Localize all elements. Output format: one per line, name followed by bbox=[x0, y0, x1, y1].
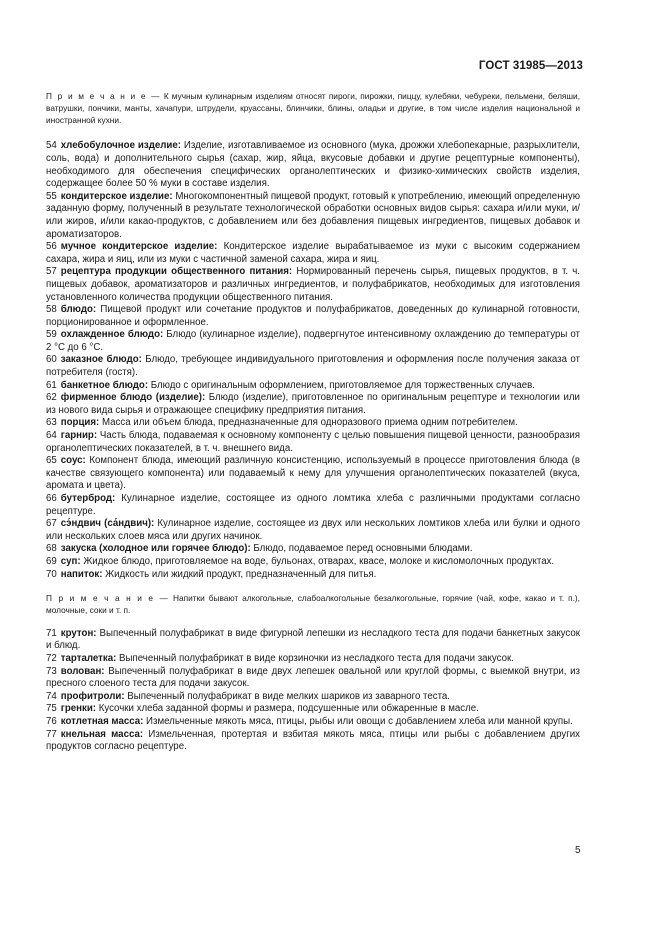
entry-number: 72 bbox=[46, 652, 57, 664]
definition-entry bbox=[46, 518, 580, 543]
entry-term: кондитерское изделие: bbox=[60, 190, 173, 202]
entry-definition: Многокомпонентный пищевой продукт, готовый к употреблению, имеющий определенную заданную форму, полученный в результате технологической обработки основных видов сырья: сахара и/или муки, и/или жиров, и/или какао-продуктов, с добавлением или без добавления пищевых ингредиентов, пищевых добавок и ароматизаторов. bbox=[46, 190, 581, 240]
entry-number: 69 bbox=[46, 555, 57, 567]
entry-definition: Блюдо (кулинарное изделие), подвергнутое интенсивному охлаждению до температуры от 2 °С до 6 °С. bbox=[46, 329, 580, 353]
page-number: 5 bbox=[575, 845, 581, 856]
entry-number: 66 bbox=[46, 493, 57, 505]
entry-number: 77 bbox=[46, 728, 57, 740]
note-label: П р и м е ч а н и е — bbox=[46, 91, 161, 101]
entry-term: профитроли: bbox=[60, 690, 125, 702]
entry-definition: Кондитерское изделие вырабатываемое из муки с высоким содержанием сахара, жира и яиц, или из муки с частичной заменой сахара, жира и яиц. bbox=[46, 241, 580, 265]
entry-definition: Часть блюда, подаваемая к основному компоненту с целью повышения пищевой ценности, разнообразия органолептических показателей, в т. ч. внешнего вида. bbox=[46, 430, 580, 454]
definition-entry bbox=[46, 493, 580, 518]
entry-term: тарталетка: bbox=[60, 652, 117, 664]
page-content bbox=[46, 91, 580, 754]
entry-definition: Блюдо (изделие), приготовленное по оригинальным рецептуре и технологии или из нового вида сырья и отражающее специфику предприятия питания. bbox=[46, 392, 580, 416]
entry-term: заказное блюдо: bbox=[60, 354, 142, 366]
entry-term: порция: bbox=[60, 417, 100, 429]
entry-number: 68 bbox=[46, 543, 57, 555]
entry-number: 56 bbox=[46, 241, 57, 253]
standard-designation: ГОСТ 31985—2013 bbox=[478, 60, 583, 72]
definition-entry bbox=[46, 556, 580, 569]
entry-number: 54 bbox=[46, 140, 57, 152]
definition-entry bbox=[46, 191, 580, 241]
entry-definition: Кулинарное изделие, состоящее из одного ломтика хлеба с различными продуктами согласно рецептуре. bbox=[46, 493, 580, 517]
entry-term: бутерброд: bbox=[60, 493, 116, 505]
note-block bbox=[46, 91, 580, 126]
entry-term: мучное кондитерское изделие: bbox=[60, 241, 218, 253]
definition-entry bbox=[46, 666, 580, 691]
entry-definition: Масса или объем блюда, предназначенные для одноразового приема одним потребителем. bbox=[101, 417, 518, 429]
entry-number: 64 bbox=[46, 430, 57, 442]
entry-term: гренки: bbox=[60, 703, 97, 715]
entry-number: 60 bbox=[46, 354, 57, 366]
entry-definition: Измельченные мякоть мяса, птицы, рыбы или овощи с добавлением хлеба или манной крупы. bbox=[146, 715, 573, 727]
entry-term: напиток: bbox=[60, 568, 103, 580]
entry-number: 67 bbox=[46, 518, 57, 530]
entry-term: кнельная масса: bbox=[60, 728, 144, 740]
entry-definition: Кулинарное изделие, состоящее из двух или нескольких ломтиков хлеба или булки и одного или нескольких слоев мяса или других начинок. bbox=[46, 518, 580, 542]
note-label: П р и м е ч а н и е — bbox=[46, 593, 170, 604]
definition-entry bbox=[46, 703, 580, 716]
entry-number: 73 bbox=[46, 665, 57, 677]
entry-term: закуска (холодное или горячее блюдо): bbox=[60, 543, 251, 555]
definition-entry bbox=[46, 653, 580, 666]
definition-entry bbox=[46, 543, 580, 556]
entry-number: 55 bbox=[46, 190, 57, 202]
note-text: Напитки бывают алкогольные, слабоалкогольные безалкогольные, горячие (чай, кофе, какао и т. п.), молочные, соки и т. п. bbox=[46, 593, 580, 615]
entry-term: сэ́ндвич (са́ндвич): bbox=[60, 518, 155, 530]
definition-entry bbox=[46, 430, 580, 455]
definition-entry bbox=[46, 392, 580, 417]
entry-term: блюдо: bbox=[60, 304, 97, 316]
entry-term: котлетная масса: bbox=[60, 715, 144, 727]
entry-definition: Изделие, изготавливаемое из основного (мука, дрожжи хлебопекарные, разрыхлители, соль, вода) и дополнительного сырья (сахар, жир, яйца, вкусовые добавки и другие рецептурные компоненты), необходимого для обеспечения специфических органолептических и физико-химических свойств изделия, содержащее более 50 % муки в составе изделия. bbox=[46, 140, 580, 190]
definition-entry bbox=[46, 304, 580, 329]
definition-entry bbox=[46, 380, 580, 393]
entry-definition: Жидкое блюдо, приготовляемое на воде, бульонах, отварах, квасе, молоке и кисломолочных продуктах. bbox=[83, 555, 555, 567]
definitions-list bbox=[46, 628, 580, 754]
entry-definition: Нормированный перечень сырья, пищевых продуктов, в т. ч. пищевых добавок, ароматизаторов и различных ингредиентов, и полуфабрикатов, необходимых для изготовления установленного количества продукции общественного питания. bbox=[46, 266, 580, 303]
definition-entry bbox=[46, 628, 580, 653]
entry-number: 65 bbox=[46, 455, 57, 467]
note-block bbox=[46, 593, 580, 617]
entry-term: суп: bbox=[60, 555, 81, 567]
entry-number: 58 bbox=[46, 304, 57, 316]
definition-entry bbox=[46, 329, 580, 354]
entry-definition: Жидкость или жидкий продукт, предназначенный для питья. bbox=[105, 568, 377, 580]
entry-term: банкетное блюдо: bbox=[60, 379, 149, 391]
entry-definition: Измельченная, протертая и взбитая мякоть мяса, птицы или рыбы с добавлением других продуктов согласно рецептуре. bbox=[46, 728, 580, 753]
entry-term: рецептура продукции общественного питания: bbox=[60, 266, 293, 278]
entry-definition: Пищевой продукт или сочетание продуктов и полуфабрикатов, доведенных до кулинарной готовности, порционированное и оформленное. bbox=[46, 304, 580, 328]
entry-definition: Блюдо, требующее индивидуального приготовления и оформления после получения заказа от потребителя (гостя). bbox=[46, 354, 580, 379]
definition-entry bbox=[46, 455, 580, 493]
entry-number: 61 bbox=[46, 379, 57, 391]
entry-definition: Блюдо с оригинальным оформлением, приготовляемое для торжественных случаев. bbox=[150, 379, 535, 391]
entry-term: волован: bbox=[60, 665, 105, 677]
definition-entry bbox=[46, 691, 580, 704]
definition-entry bbox=[46, 241, 580, 266]
entry-number: 70 bbox=[46, 568, 57, 580]
entry-definition: Блюдо, подаваемое перед основными блюдами. bbox=[253, 543, 473, 555]
entry-number: 74 bbox=[46, 690, 57, 702]
entry-definition: Кусочки хлеба заданной формы и размера, подсушенные или обжаренные в масле. bbox=[98, 703, 479, 715]
entry-term: гарнир: bbox=[60, 430, 98, 442]
entry-number: 62 bbox=[46, 392, 57, 404]
definition-entry bbox=[46, 569, 580, 582]
entry-definition: Выпеченный полуфабрикат в виде корзиночки из несладкого теста для подачи закусок. bbox=[119, 652, 514, 664]
entry-definition: Выпеченный полуфабрикат в виде мелких шариков из заварного теста. bbox=[127, 690, 450, 702]
entry-term: крутон: bbox=[60, 627, 97, 639]
entry-term: соус: bbox=[60, 455, 86, 467]
definition-entry bbox=[46, 140, 580, 190]
entry-term: фирменное блюдо (изделие): bbox=[60, 392, 206, 404]
definition-entry bbox=[46, 266, 580, 304]
entry-number: 76 bbox=[46, 715, 57, 727]
definition-entry bbox=[46, 354, 580, 379]
note-text: К мучным кулинарным изделиям относят пироги, пирожки, пиццу, кулебяки, чебуреки, пельмени, беляши, ватрушки, пончики, манты, хачапури, штрудели, круассаны, блинчики, блины, оладьи и другие, в том числе изделия национальной и иностранной кухни. bbox=[46, 91, 580, 125]
entry-definition: Выпеченный полуфабрикат в виде двух лепешек овальной или круглой формы, с выемкой внутри, из пресного слоеного теста для подачи закусок. bbox=[46, 665, 580, 690]
entry-term: хлебобулочное изделие: bbox=[60, 140, 181, 152]
definition-entry bbox=[46, 417, 580, 430]
entry-number: 63 bbox=[46, 417, 57, 429]
entry-definition: Компонент блюда, имеющий различную консистенцию, используемый в процессе приготовления блюда (в качестве связующего компонента) или подаваемый к нему для улучшения органолептических показателей (вкуса, аромата и цвета). bbox=[46, 455, 580, 492]
entry-number: 75 bbox=[46, 703, 57, 715]
entry-number: 57 bbox=[46, 266, 57, 278]
entry-number: 71 bbox=[46, 627, 57, 639]
definition-entry bbox=[46, 716, 580, 729]
entry-term: охлажденное блюдо: bbox=[60, 329, 164, 341]
definition-entry bbox=[46, 729, 580, 754]
definitions-list bbox=[46, 140, 580, 581]
entry-number: 59 bbox=[46, 329, 57, 341]
entry-definition: Выпеченный полуфабрикат в виде фигурной лепешки из несладкого теста для подачи банкетных закусок и блюд. bbox=[46, 627, 580, 652]
